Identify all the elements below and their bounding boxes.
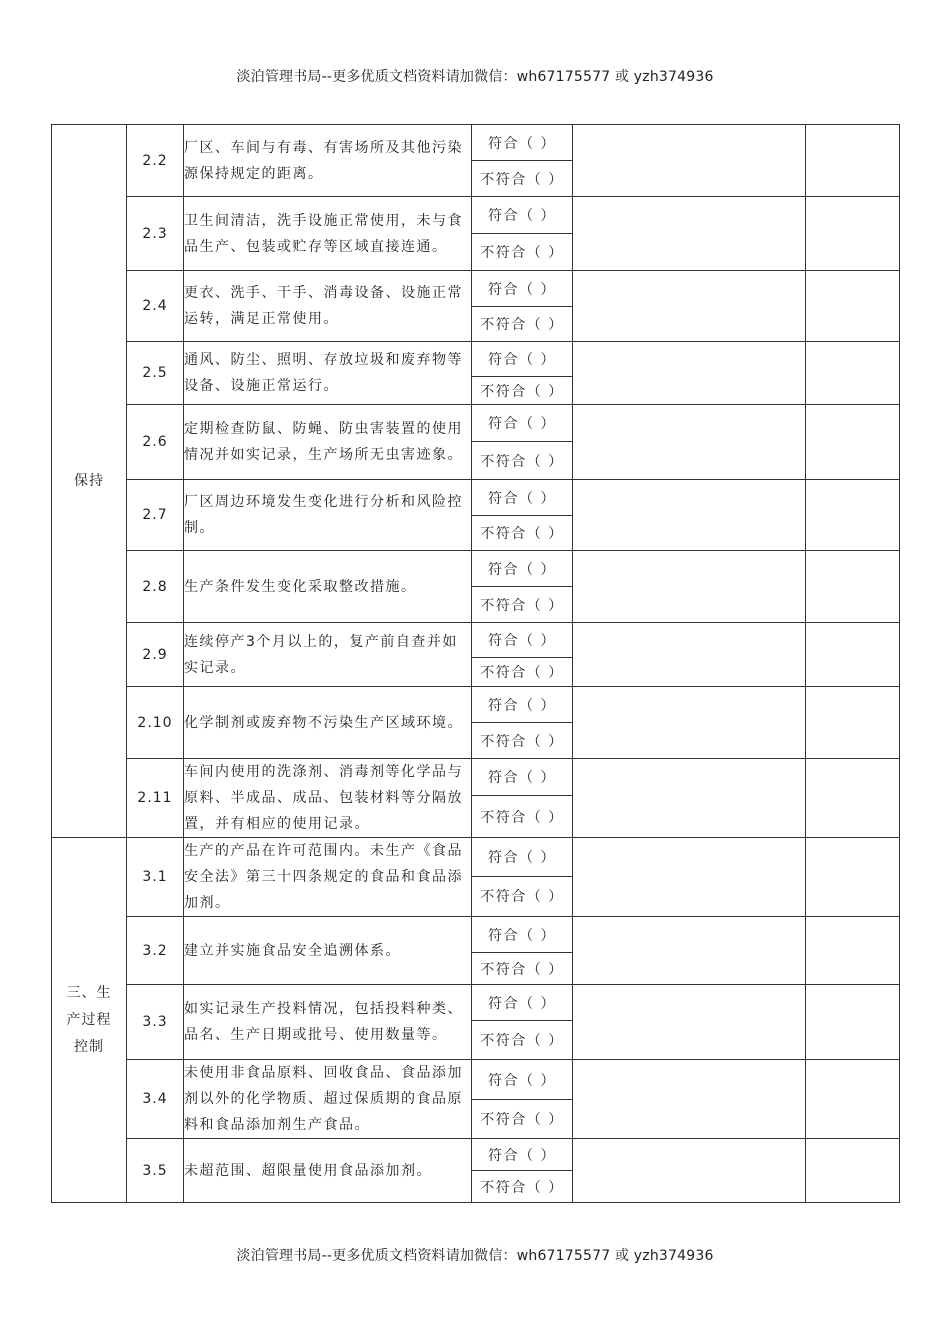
item-row: [52, 271, 900, 307]
notes-cell[interactable]: [573, 623, 806, 687]
item-requirement: 化学制剂或废弃物不污染生产区域环境。: [184, 687, 472, 759]
option-conform[interactable]: 符合（ ）: [472, 623, 573, 658]
item-row: [52, 985, 900, 1021]
item-row: [52, 687, 900, 723]
item-number: 2.10: [127, 687, 184, 759]
item-requirement: 厂区、车间与有毒、有害场所及其他污染源保持规定的距离。: [184, 125, 472, 197]
page-footer: 淡泊管理书局--更多优质文档资料请加微信：wh67175577 或 yzh374936: [236, 1248, 714, 1264]
option-conform[interactable]: 符合（ ）: [472, 838, 573, 877]
option-conform[interactable]: 符合（ ）: [472, 917, 573, 953]
option-nonconform[interactable]: 不符合（ ）: [472, 658, 573, 687]
item-row: [52, 917, 900, 953]
option-nonconform[interactable]: 不符合（ ）: [472, 1171, 573, 1203]
notes-cell[interactable]: [573, 480, 806, 551]
notes-cell[interactable]: [573, 405, 806, 480]
remark-cell[interactable]: [806, 480, 900, 551]
item-requirement: 生产条件发生变化采取整改措施。: [184, 551, 472, 623]
item-row: [52, 125, 900, 161]
item-number: 2.7: [127, 480, 184, 551]
category-cell: 保持: [52, 125, 127, 838]
option-nonconform[interactable]: 不符合（ ）: [472, 516, 573, 551]
notes-cell[interactable]: [573, 197, 806, 271]
item-requirement: 卫生间清洁，洗手设施正常使用，未与食品生产、包装或贮存等区域直接连通。: [184, 197, 472, 271]
item-number: 2.9: [127, 623, 184, 687]
remark-cell[interactable]: [806, 271, 900, 342]
remark-cell[interactable]: [806, 759, 900, 838]
option-nonconform[interactable]: 不符合（ ）: [472, 796, 573, 838]
option-nonconform[interactable]: 不符合（ ）: [472, 587, 573, 623]
item-requirement: 更衣、洗手、干手、消毒设备、设施正常运转，满足正常使用。: [184, 271, 472, 342]
item-requirement: 连续停产3个月以上的，复产前自查并如实记录。: [184, 623, 472, 687]
option-conform[interactable]: 符合（ ）: [472, 759, 573, 796]
option-nonconform[interactable]: 不符合（ ）: [472, 876, 573, 916]
option-conform[interactable]: 符合（ ）: [472, 985, 573, 1021]
item-number: 2.8: [127, 551, 184, 623]
remark-cell[interactable]: [806, 917, 900, 985]
remark-cell[interactable]: [806, 687, 900, 759]
notes-cell[interactable]: [573, 759, 806, 838]
option-nonconform[interactable]: 不符合（ ）: [472, 307, 573, 342]
item-requirement: 生产的产品在许可范围内。未生产《食品安全法》第三十四条规定的食品和食品添加剂。: [184, 838, 472, 917]
option-conform[interactable]: 符合（ ）: [472, 1060, 573, 1100]
remark-cell[interactable]: [806, 551, 900, 623]
item-requirement: 未使用非食品原料、回收食品、食品添加剂以外的化学物质、超过保质期的食品原料和食品添加剂生产食品。: [184, 1060, 472, 1139]
item-requirement: 建立并实施食品安全追溯体系。: [184, 917, 472, 985]
option-nonconform[interactable]: 不符合（ ）: [472, 1021, 573, 1060]
item-requirement: 厂区周边环境发生变化进行分析和风险控制。: [184, 480, 472, 551]
option-nonconform[interactable]: 不符合（ ）: [472, 377, 573, 405]
remark-cell[interactable]: [806, 1139, 900, 1203]
item-number: 2.4: [127, 271, 184, 342]
option-nonconform[interactable]: 不符合（ ）: [472, 723, 573, 759]
option-conform[interactable]: 符合（ ）: [472, 687, 573, 723]
option-conform[interactable]: 符合（ ）: [472, 1139, 573, 1171]
option-conform[interactable]: 符合（ ）: [472, 551, 573, 587]
option-conform[interactable]: 符合（ ）: [472, 271, 573, 307]
item-requirement: 未超范围、超限量使用食品添加剂。: [184, 1139, 472, 1203]
notes-cell[interactable]: [573, 342, 806, 405]
option-nonconform[interactable]: 不符合（ ）: [472, 953, 573, 985]
notes-cell[interactable]: [573, 1139, 806, 1203]
item-requirement: 车间内使用的洗涤剂、消毒剂等化学品与原料、半成品、成品、包装材料等分隔放置，并有相应的使用记录。: [184, 759, 472, 838]
item-row: [52, 759, 900, 796]
item-row: [52, 1060, 900, 1100]
option-conform[interactable]: 符合（ ）: [472, 125, 573, 161]
remark-cell[interactable]: [806, 405, 900, 480]
item-row: [52, 197, 900, 234]
remark-cell[interactable]: [806, 1060, 900, 1139]
item-requirement: 定期检查防鼠、防蝇、防虫害装置的使用情况并如实记录，生产场所无虫害迹象。: [184, 405, 472, 480]
remark-cell[interactable]: [806, 838, 900, 917]
item-number: 3.5: [127, 1139, 184, 1203]
notes-cell[interactable]: [573, 917, 806, 985]
item-row: [52, 551, 900, 587]
item-number: 3.3: [127, 985, 184, 1060]
item-row: [52, 405, 900, 442]
notes-cell[interactable]: [573, 551, 806, 623]
item-number: 3.4: [127, 1060, 184, 1139]
notes-cell[interactable]: [573, 687, 806, 759]
notes-cell[interactable]: [573, 985, 806, 1060]
remark-cell[interactable]: [806, 985, 900, 1060]
item-requirement: 通风、防尘、照明、存放垃圾和废弃物等设备、设施正常运行。: [184, 342, 472, 405]
item-requirement: 如实记录生产投料情况，包括投料种类、品名、生产日期或批号、使用数量等。: [184, 985, 472, 1060]
item-row: [52, 480, 900, 516]
remark-cell[interactable]: [806, 125, 900, 197]
item-row: [52, 838, 900, 877]
item-number: 2.3: [127, 197, 184, 271]
remark-cell[interactable]: [806, 342, 900, 405]
option-conform[interactable]: 符合（ ）: [472, 480, 573, 516]
item-number: 3.1: [127, 838, 184, 917]
item-row: [52, 1139, 900, 1171]
notes-cell[interactable]: [573, 1060, 806, 1139]
notes-cell[interactable]: [573, 125, 806, 197]
page-header: 淡泊管理书局--更多优质文档资料请加微信：wh67175577 或 yzh374936: [236, 69, 714, 85]
item-row: [52, 342, 900, 377]
notes-cell[interactable]: [573, 838, 806, 917]
item-number: 3.2: [127, 917, 184, 985]
option-conform[interactable]: 符合（ ）: [472, 342, 573, 377]
item-number: 2.11: [127, 759, 184, 838]
item-row: [52, 623, 900, 658]
option-nonconform[interactable]: 不符合（ ）: [472, 161, 573, 197]
remark-cell[interactable]: [806, 623, 900, 687]
item-number: 2.6: [127, 405, 184, 480]
notes-cell[interactable]: [573, 271, 806, 342]
item-number: 2.5: [127, 342, 184, 405]
option-nonconform[interactable]: 不符合（ ）: [472, 234, 573, 271]
category-cell: 三、生产过程控制: [52, 838, 127, 1203]
option-conform[interactable]: 符合（ ）: [472, 405, 573, 442]
inspection-table: [51, 124, 900, 1203]
option-nonconform[interactable]: 不符合（ ）: [472, 442, 573, 480]
option-nonconform[interactable]: 不符合（ ）: [472, 1100, 573, 1139]
remark-cell[interactable]: [806, 197, 900, 271]
option-conform[interactable]: 符合（ ）: [472, 197, 573, 234]
item-number: 2.2: [127, 125, 184, 197]
